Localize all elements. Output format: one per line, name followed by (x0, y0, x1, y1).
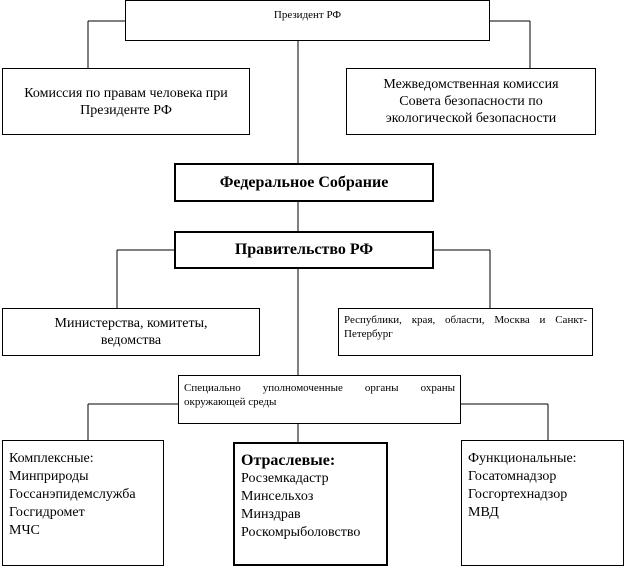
complex-heading: Комплексные: (9, 451, 94, 466)
special-bodies-label: Специально уполномоченные органы охраны окружающей среды (184, 382, 455, 408)
commission-rights-label: Комиссия по правам человека при Президенте РФ (24, 85, 228, 118)
president-label: Президент РФ (273, 9, 342, 21)
government-box (174, 231, 434, 269)
commission-security-label: Межведомственная комиссия Совета безопасности по экологической безопасности (383, 77, 559, 126)
complex-box (2, 440, 164, 566)
republics-label: Республики, края, области, Москва и Санкт-Петербург (344, 314, 587, 340)
list-item: Госгортехнадзор (468, 487, 568, 502)
commission-rights-box (2, 68, 250, 135)
list-item: МВД (468, 505, 499, 520)
ministries-box (2, 308, 260, 356)
list-item: Минсельхоз (241, 489, 314, 504)
functional-heading: Функциональные: (468, 451, 577, 466)
sectoral-box (233, 442, 388, 566)
list-item: Минздрав (241, 507, 301, 522)
list-item: Госсанэпидемслужба (9, 487, 136, 502)
president-box (125, 0, 490, 41)
special-bodies-box (178, 375, 461, 424)
list-item: МЧС (9, 523, 40, 538)
list-item: Минприроды (9, 469, 89, 484)
federal-assembly-label: Федеральное Собрание (219, 173, 389, 191)
list-item: Госгидромет (9, 505, 85, 520)
sectoral-heading: Отраслевые: (241, 452, 336, 469)
republics-box (338, 308, 593, 356)
list-item: Росземкадастр (241, 471, 329, 486)
commission-security-box (346, 68, 596, 135)
list-item: Госатомнадзор (468, 469, 557, 484)
federal-assembly-box (174, 163, 434, 202)
functional-box (461, 440, 624, 566)
government-label: Правительство РФ (234, 241, 374, 258)
ministries-label: Министерства, комитеты, ведомства (54, 316, 208, 348)
list-item: Роскомрыболовство (241, 525, 361, 540)
